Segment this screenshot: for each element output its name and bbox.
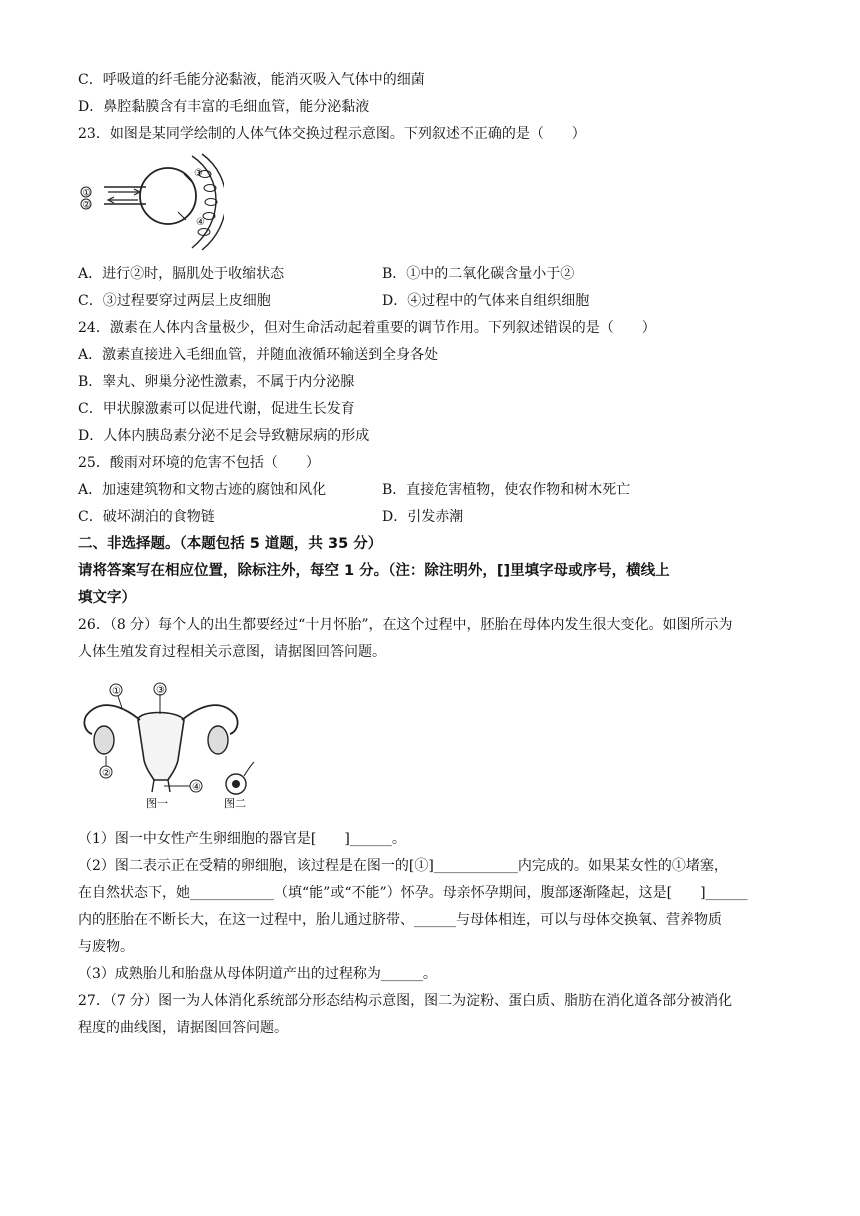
reproductive-figure xyxy=(78,680,263,810)
fig26-label-2: ② xyxy=(102,768,111,779)
gas-exchange-figure xyxy=(74,152,224,252)
fig23-label-2: ② xyxy=(82,200,91,211)
fig26-label-4: ④ xyxy=(192,782,201,793)
fig26-caption-2: 图二 xyxy=(224,797,246,810)
question-27-line-2: 程度的曲线图，请据图回答问题。 xyxy=(78,1020,288,1036)
option-c-line: C．呼吸道的纤毛能分泌黏液，能消灭吸入气体中的细菌 xyxy=(78,72,425,88)
q24-option-c: C．甲状腺激素可以促进代谢，促进生长发育 xyxy=(78,401,355,417)
q25-option-d: D．引发赤潮 xyxy=(382,509,464,525)
q23-option-c: C．③过程要穿过两层上皮细胞 xyxy=(78,293,271,309)
fig23-label-3: ③ xyxy=(194,168,203,179)
q26-part-2-line-1: （2）图二表示正在受精的卵细胞，该过程是在图一的[①]____________内完成的。如果某女性的①堵塞， xyxy=(78,858,728,874)
fig26-caption-1: 图一 xyxy=(146,797,168,810)
question-23: 23．如图是某同学绘制的人体气体交换过程示意图。下列叙述不正确的是（ ） xyxy=(78,126,586,142)
q26-part-2-line-4: 与废物。 xyxy=(78,939,134,955)
fig23-label-1: ① xyxy=(82,188,91,199)
q26-part-2-line-2: 在自然状态下，她____________（填“能”或“不能”）怀孕。母亲怀孕期间，腹部逐渐隆起，这是[ ]______ xyxy=(78,885,748,901)
question-25: 25．酸雨对环境的危害不包括（ ） xyxy=(78,455,320,471)
question-26-line-1: 26．（8 分）每个人的出生都要经过“十月怀胎”，在这个过程中，胚胎在母体内发生很大变化。如图所示为 xyxy=(78,617,733,633)
q26-part-2-line-3: 内的胚胎在不断长大，在这一过程中，胎儿通过脐带、______与母体相连，可以与母体交换氧、营养物质 xyxy=(78,912,722,928)
section-2-heading: 二、非选择题。（本题包括 5 道题，共 35 分） xyxy=(78,536,383,552)
fig26-label-3: ③ xyxy=(156,685,165,696)
q26-part-3: （3）成熟胎儿和胎盘从母体阴道产出的过程称为______。 xyxy=(78,966,437,982)
question-26-line-2: 人体生殖发育过程相关示意图，请据图回答问题。 xyxy=(78,644,386,660)
q24-option-d: D．人体内胰岛素分泌不足会导致糖尿病的形成 xyxy=(78,428,370,444)
q23-option-b: B．①中的二氧化碳含量小于② xyxy=(382,266,575,282)
q24-option-a: A．激素直接进入毛细血管，并随血液循环输送到全身各处 xyxy=(78,347,439,363)
q26-part-1: （1）图一中女性产生卵细胞的器官是[ ]______。 xyxy=(78,831,406,847)
instructions-line-2: 填文字） xyxy=(78,590,136,606)
q23-option-a: A．进行②时，膈肌处于收缩状态 xyxy=(78,266,285,282)
q25-option-b: B．直接危害植物，使农作物和树木死亡 xyxy=(382,482,631,498)
instructions-line-1: 请将答案写在相应位置，除标注外，每空 1 分。（注：除注明外，[]里填字母或序号，横线上 xyxy=(78,563,670,579)
q25-option-a: A．加速建筑物和文物古迹的腐蚀和风化 xyxy=(78,482,327,498)
option-d-line: D．鼻腔黏膜含有丰富的毛细血管，能分泌黏液 xyxy=(78,99,370,115)
question-27-line-1: 27．（7 分）图一为人体消化系统部分形态结构示意图，图二为淀粉、蛋白质、脂肪在消化道各部分被消化 xyxy=(78,993,733,1009)
q23-option-d: D．④过程中的气体来自组织细胞 xyxy=(382,293,590,309)
q24-option-b: B．睾丸、卵巢分泌性激素，不属于内分泌腺 xyxy=(78,374,355,390)
q25-option-c: C．破坏湖泊的食物链 xyxy=(78,509,215,525)
question-24: 24．激素在人体内含量极少，但对生命活动起着重要的调节作用。下列叙述错误的是（ ） xyxy=(78,320,656,336)
fig26-label-1: ① xyxy=(112,686,121,697)
fig23-label-4: ④ xyxy=(196,217,205,228)
